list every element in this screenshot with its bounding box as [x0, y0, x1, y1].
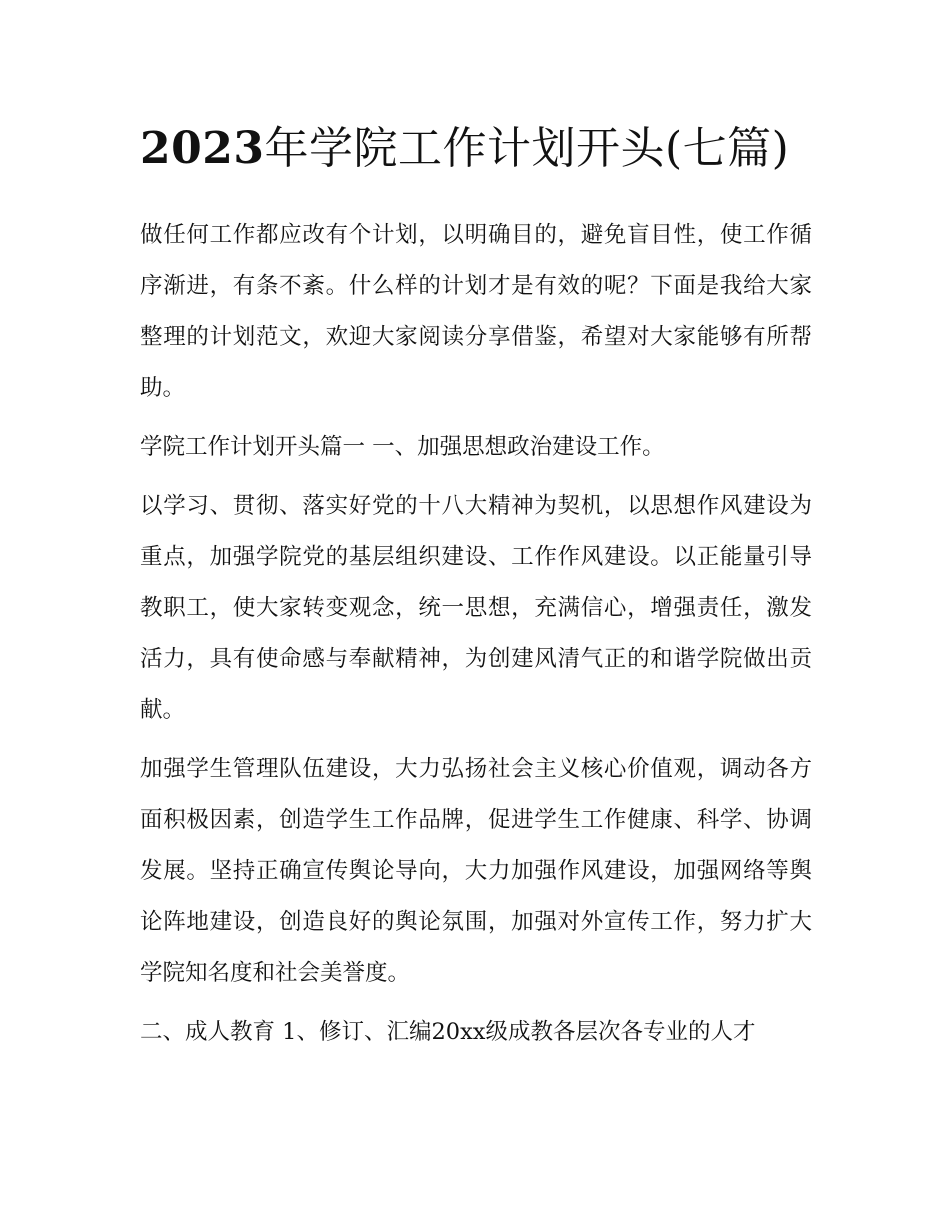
document-page: [140, 112, 812, 1066]
intro-paragraph: 做任何工作都应改有个计划，以明确目的，避免盲目性，使工作循序渐进，有条不紊。什么样的计划才是有效的呢？下面是我给大家整理的计划范文，欢迎大家阅读分享借鉴，希望对大家能够有所帮助。: [140, 222, 812, 401]
document-title: [140, 112, 812, 186]
body-paragraph: 以学习、贯彻、落实好党的十八大精神为契机，以思想作风建设为重点，加强学院党的基层组织建设、工作作风建设。以正能量引导教职工，使大家转变观念，统一思想，充满信心，增强责任，激发活力，具有使命感与奉献精神，为创建风清气正的和谐学院做出贡献。: [140, 493, 812, 723]
body-paragraph: 加强学生管理队伍建设，大力弘扬社会主义核心价值观，调动各方面积极因素，创造学生工作品牌，促进学生工作健康、科学、协调发展。坚持正确宣传舆论导向，大力加强作风建设，加强网络等舆论阵地建设，创造良好的舆论氛围，加强对外宣传工作，努力扩大学院知名度和社会美誉度。: [140, 756, 812, 986]
title-year: 2023: [140, 123, 265, 174]
document-body: [140, 210, 812, 1058]
body-paragraph: 二、成人教育 1、修订、汇编20xx级成教各层次各专业的人才: [140, 1019, 756, 1045]
title-text: 年学院工作计划开头(七篇): [264, 123, 790, 174]
section-heading-paragraph: 学院工作计划开头篇一 一、加强思想政治建设工作。: [140, 434, 665, 460]
